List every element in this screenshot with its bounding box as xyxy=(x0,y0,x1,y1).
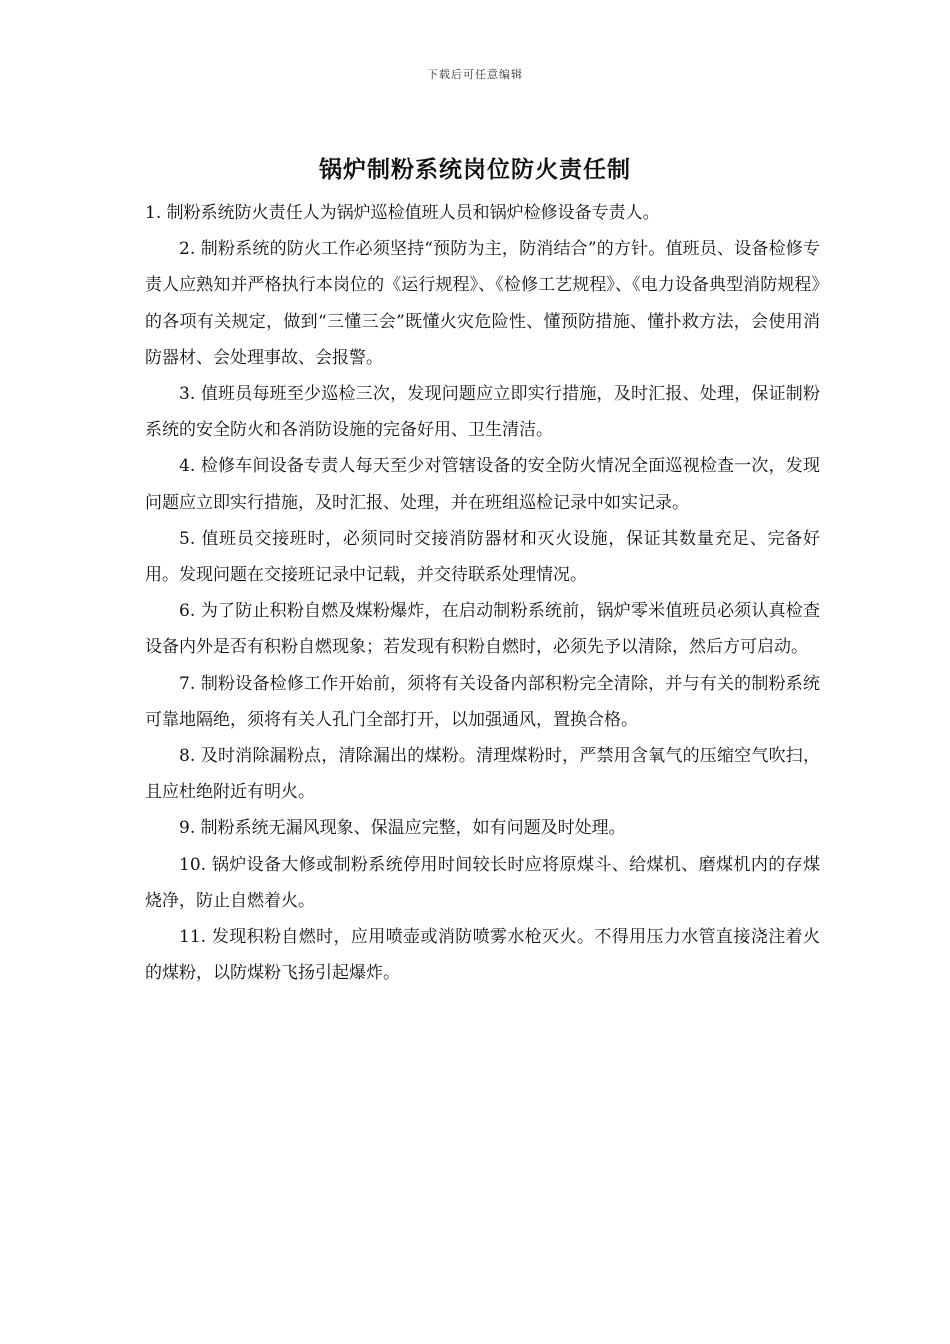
header-note: 下载后可任意编辑 xyxy=(427,68,523,81)
paragraph-8: 8. 及时消除漏粉点，清除漏出的煤粉。清理煤粉时，严禁用含氧气的压缩空气吹扫，且应杜绝附近有明火。 xyxy=(145,746,820,803)
paragraph-5: 5. 值班员交接班时，必须同时交接消防器材和灭火设施，保证其数量充足、完备好用。发现问题在交接班记录中记载，并交待联系处理情况。 xyxy=(145,528,820,586)
document-title: 锅炉制粉系统岗位防火责任制 xyxy=(319,157,631,183)
paragraph-7: 7. 制粉设备检修工作开始前，须将有关设备内部积粉完全清除，并与有关的制粉系统可靠地隔绝，须将有关人孔门全部打开，以加强通风，置换合格。 xyxy=(145,673,820,730)
paragraph-4: 4. 检修车间设备专责人每天至少对管辖设备的安全防火情况全面巡视检查一次，发现问题应立即实行措施，及时汇报、处理，并在班组巡检记录中如实记录。 xyxy=(145,456,820,513)
paragraph-3: 3. 值班员每班至少巡检三次，发现问题应立即实行措施，及时汇报、处理，保证制粉系统的安全防火和各消防设施的完备好用、卫生清洁。 xyxy=(145,384,820,441)
paragraph-2: 2. 制粉系统的防火工作必须坚持“预防为主，防消结合”的方针。值班员、设备检修专责人应熟知并严格执行本岗位的《运行规程》、《检修工艺规程》、《电力设备典型消防规程》的各项有关规定，做到“三懂三会”既懂火灾危险性、懂预防措施、懂扑救方法，会使用消防器材、会处理事故、会报警。 xyxy=(145,239,820,368)
document-body xyxy=(145,195,820,991)
paragraph-6: 6. 为了防止积粉自燃及煤粉爆炸，在启动制粉系统前，锅炉零米值班员必须认真检查设备内外是否有积粉自燃现象；若发现有积粉自燃时，必须先予以清除，然后方可启动。 xyxy=(145,601,820,658)
paragraph-1: 1. 制粉系统防火责任人为锅炉巡检值班人员和锅炉检修设备专责人。 xyxy=(145,203,660,223)
paragraph-10: 10. 锅炉设备大修或制粉系统停用时间较长时应将原煤斗、给煤机、磨煤机内的存煤烧净，防止自燃着火。 xyxy=(145,854,820,911)
paragraph-9: 9. 制粉系统无漏风现象、保温应完整，如有问题及时处理。 xyxy=(179,818,626,839)
paragraph-11: 11. 发现积粉自燃时，应用喷壶或消防喷雾水枪灭火。不得用压力水管直接浇注着火的煤粉，以防煤粉飞扬引起爆炸。 xyxy=(145,927,820,984)
